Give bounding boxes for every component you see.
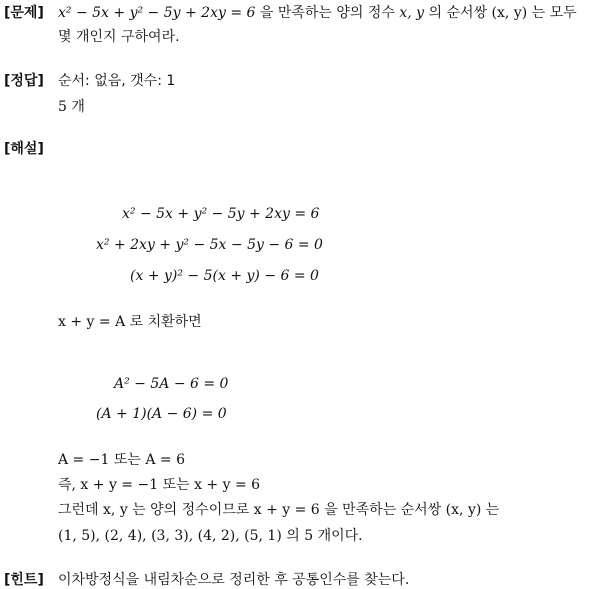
problem-variables: x, y: [399, 5, 425, 21]
hint-label: [힌트]: [4, 572, 44, 588]
problem-line-2: 몇 개인지 구하여라.: [58, 29, 180, 45]
answer-label: [정답]: [4, 73, 44, 89]
hint-text: 이차방정식을 내림차순으로 정리한 후 공통인수를 찾는다.: [58, 572, 410, 588]
problem-text-1: 을 만족하는 양의 정수: [255, 5, 400, 21]
equation-2: x² + 2xy + y² − 5x − 5y − 6 = 0: [96, 237, 323, 253]
problem-text-2: 의 순서쌍 (x, y) 는 모두: [424, 5, 577, 21]
problem-line-1: [58, 2, 577, 22]
equation-4: A² − 5A − 6 = 0: [114, 376, 229, 392]
result-line-4: (1, 5), (2, 4), (3, 3), (4, 2), (5, 1) 의 5 개이다.: [58, 528, 363, 544]
result-line-1: A = −1 또는 A = 6: [58, 452, 185, 468]
equation-5: (A + 1)(A − 6) = 0: [96, 406, 227, 422]
result-line-3: 그런데 x, y 는 양의 정수이므로 x + y = 6 을 만족하는 순서쌍 (x, y) 는: [58, 502, 500, 518]
solution-label: [해설]: [4, 141, 44, 157]
problem-equation: x² − 5x + y² − 5y + 2xy = 6: [58, 5, 256, 21]
equation-1: x² − 5x + y² − 5y + 2xy = 6: [122, 206, 320, 222]
answer-line-2: 5 개: [58, 99, 85, 115]
substitution-line: x + y = A 로 치환하면: [58, 314, 202, 330]
result-line-2: 즉, x + y = −1 또는 x + y = 6: [58, 477, 261, 493]
equation-3: (x + y)² − 5(x + y) − 6 = 0: [130, 268, 319, 284]
problem-label: [문제]: [4, 5, 44, 21]
answer-line-1: 순서: 없음, 갯수: 1: [58, 73, 176, 89]
